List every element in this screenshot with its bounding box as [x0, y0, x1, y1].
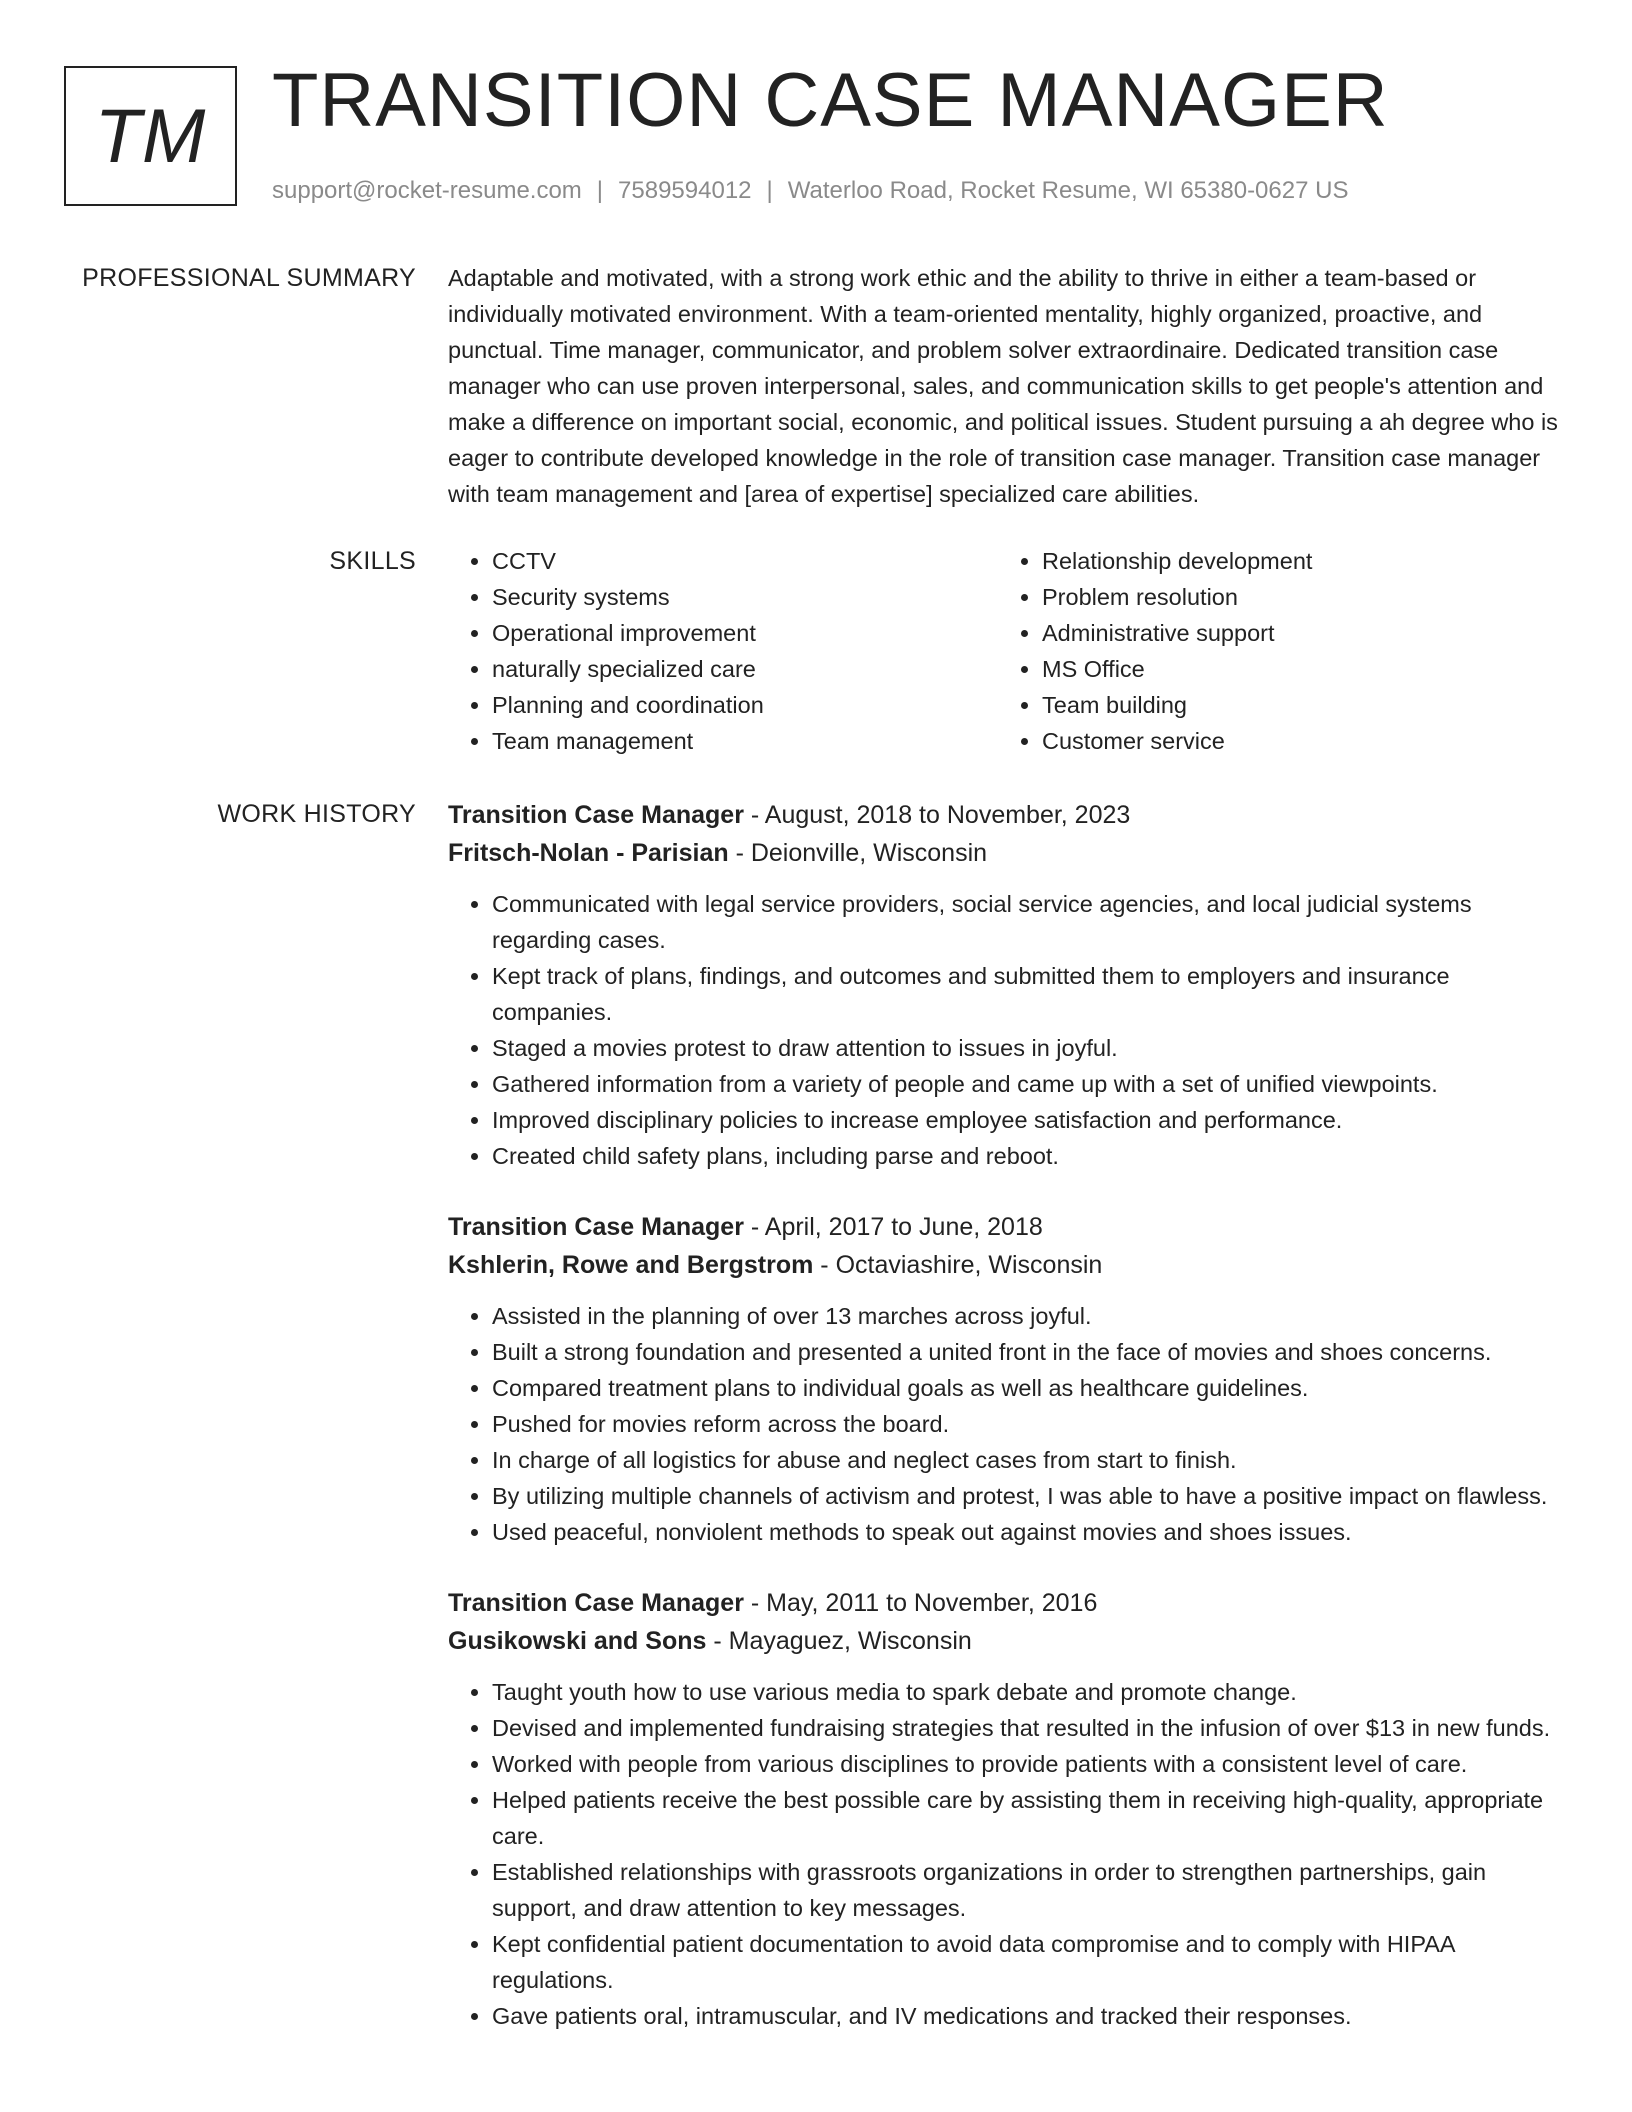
skill-item: • MS Office	[1042, 651, 1548, 687]
job-entry	[448, 1208, 1568, 1550]
skill-item: • naturally specialized care	[492, 651, 998, 687]
job-bullet: • Gathered information from a variety of people and came up with a set of unified viewpoints.	[492, 1066, 1568, 1102]
job-company: Kshlerin, Rowe and Bergstrom	[448, 1251, 814, 1279]
contact-separator: |	[596, 177, 604, 204]
skill-item: • Relationship development	[1042, 543, 1548, 579]
job-entry	[448, 1584, 1568, 2034]
job-title-line	[448, 796, 1568, 834]
contact-email[interactable]: support@rocket-resume.com	[272, 177, 582, 204]
job-bullet: • Worked with people from various disciplines to provide patients with a consistent level of care.	[492, 1746, 1568, 1782]
job-bullet: • Taught youth how to use various media to spark debate and promote change.	[492, 1674, 1568, 1710]
job-dates: - August, 2018 to November, 2023	[743, 801, 1131, 829]
skill-item: • Planning and coordination	[492, 687, 998, 723]
skill-item: • Security systems	[492, 579, 998, 615]
job-bullet: • Devised and implemented fundraising strategies that resulted in the infusion of over $13 in new funds.	[492, 1710, 1568, 1746]
skill-item: • Operational improvement	[492, 615, 998, 651]
work-history-heading: WORK HISTORY	[217, 800, 416, 828]
skills-list-right	[998, 543, 1548, 759]
summary-text: Adaptable and motivated, with a strong work ethic and the ability to thrive in either a team-based or individually motivated environment. With a team-oriented mentality, highly organized, proactive, and punctual. Time manager, communicator, and problem solver extraordinaire. Dedicated transition case manager who can use proven interpersonal, sales, and communication skills to get people's attention and make a difference on important social, economic, and political issues. Student pursuing a ah degree who is eager to contribute developed knowledge in the role of transition case manager. Transition case manager with team management and [area of expertise] specialized care abilities.	[448, 265, 1558, 507]
job-bullet: • Established relationships with grassroots organizations in order to strengthen partnerships, gain support, and draw attention to key messages.	[492, 1854, 1568, 1926]
job-bullet: • Used peaceful, nonviolent methods to speak out against movies and shoes issues.	[492, 1514, 1568, 1550]
skill-item: • CCTV	[492, 543, 998, 579]
job-bullet: • By utilizing multiple channels of activism and protest, I was able to have a positive impact on flawless.	[492, 1478, 1568, 1514]
skill-item: • Team management	[492, 723, 998, 759]
job-entry	[448, 796, 1568, 1174]
job-bullet: • Created child safety plans, including parse and reboot.	[492, 1138, 1568, 1174]
job-bullet: • Staged a movies protest to draw attention to issues in joyful.	[492, 1030, 1568, 1066]
job-location: - Octaviashire, Wisconsin	[813, 1251, 1103, 1279]
contact-line	[272, 174, 1348, 208]
contact-separator: |	[766, 177, 773, 204]
job-bullet: • In charge of all logistics for abuse and neglect cases from start to finish.	[492, 1442, 1568, 1478]
skill-item: • Administrative support	[1042, 615, 1548, 651]
monogram-logo: TM	[64, 66, 237, 206]
skills-list-left	[448, 543, 998, 759]
job-bullet: • Kept track of plans, findings, and outcomes and submitted them to employers and insurance companies.	[492, 958, 1568, 1030]
job-bullets	[448, 1298, 1568, 1550]
job-location: - Mayaguez, Wisconsin	[706, 1627, 972, 1655]
job-bullet: • Compared treatment plans to individual goals as well as healthcare guidelines.	[492, 1370, 1568, 1406]
contact-phone[interactable]: 7589594012	[618, 177, 752, 204]
skill-item: • Team building	[1042, 687, 1548, 723]
job-title: Transition Case Manager	[448, 1589, 744, 1617]
skill-item: • Problem resolution	[1042, 579, 1548, 615]
skills-columns	[448, 543, 1568, 759]
skill-item: • Customer service	[1042, 723, 1548, 759]
skills-heading: SKILLS	[329, 547, 416, 575]
job-bullet: • Improved disciplinary policies to increase employee satisfaction and performance.	[492, 1102, 1568, 1138]
job-title-line	[448, 1208, 1568, 1246]
job-title-line	[448, 1584, 1568, 1622]
job-bullets	[448, 886, 1568, 1174]
job-title: Transition Case Manager	[448, 1213, 744, 1241]
job-bullet: • Assisted in the planning of over 13 marches across joyful.	[492, 1298, 1568, 1334]
job-bullet: • Communicated with legal service providers, social service agencies, and local judicial systems regarding cases.	[492, 886, 1568, 958]
contact-address: Waterloo Road, Rocket Resume, WI 65380-0627 US	[787, 177, 1349, 204]
jobs-list	[448, 796, 1568, 2068]
job-dates: - May, 2011 to November, 2016	[743, 1589, 1098, 1617]
job-dates: - April, 2017 to June, 2018	[743, 1213, 1043, 1241]
summary-heading: PROFESSIONAL SUMMARY	[82, 264, 416, 292]
job-bullet: • Built a strong foundation and presented a united front in the face of movies and shoes concerns.	[492, 1334, 1568, 1370]
job-company: Gusikowski and Sons	[448, 1627, 707, 1655]
job-location: - Deionville, Wisconsin	[728, 839, 988, 867]
job-bullets	[448, 1674, 1568, 2034]
job-bullet: • Kept confidential patient documentation to avoid data compromise and to comply with HIPAA regulations.	[492, 1926, 1568, 1998]
job-company-line	[448, 1622, 1568, 1660]
job-company: Fritsch-Nolan - Parisian	[448, 839, 729, 867]
job-bullet: • Pushed for movies reform across the board.	[492, 1406, 1568, 1442]
job-bullet: • Helped patients receive the best possible care by assisting them in receiving high-quality, appropriate care.	[492, 1782, 1568, 1854]
job-title: Transition Case Manager	[448, 801, 744, 829]
job-company-line	[448, 1246, 1568, 1284]
job-company-line	[448, 834, 1568, 872]
resume-title: TRANSITION CASE MANAGER	[272, 58, 1389, 143]
job-bullet: • Gave patients oral, intramuscular, and IV medications and tracked their responses.	[492, 1998, 1568, 2034]
